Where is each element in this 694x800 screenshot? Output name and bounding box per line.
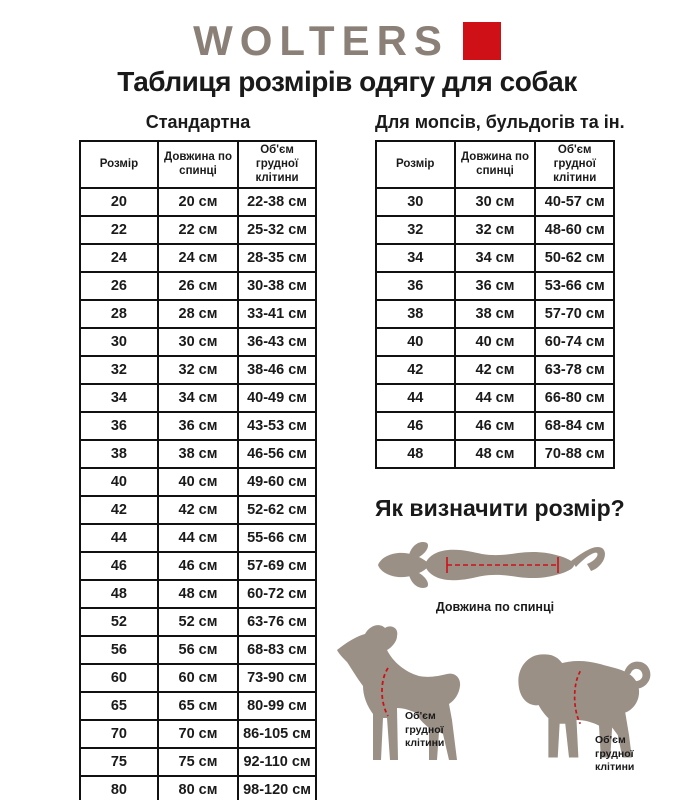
table-row <box>80 356 316 384</box>
cell: 98-120 см <box>238 776 316 800</box>
brand-logo-text: WOLTERS <box>193 17 449 64</box>
cell: 46 см <box>455 412 536 440</box>
cell: 30 см <box>158 328 238 356</box>
chest-label-standing-dog: Об'єм грудної клітини <box>405 710 445 749</box>
cell: 36 см <box>158 412 238 440</box>
table-row <box>80 664 316 692</box>
cell: 30 <box>80 328 158 356</box>
cell: 44 <box>80 524 158 552</box>
cell: 56 см <box>158 636 238 664</box>
cell: 68-84 см <box>535 412 614 440</box>
cell: 70-88 см <box>535 440 614 468</box>
header-row <box>80 141 316 188</box>
cell: 22-38 см <box>238 188 316 216</box>
cell: 24 <box>80 244 158 272</box>
cell: 44 <box>376 384 455 412</box>
cell: 24 см <box>158 244 238 272</box>
cell: 42 <box>376 356 455 384</box>
how-to-measure-title: Як визначити розмір? <box>375 495 625 522</box>
cell: 70 <box>80 720 158 748</box>
cell: 52 <box>80 608 158 636</box>
cell: 55-66 см <box>238 524 316 552</box>
table-row <box>80 412 316 440</box>
cell: 40 <box>376 328 455 356</box>
cell: 26 см <box>158 272 238 300</box>
brand-logo <box>0 0 694 64</box>
page-title: Таблиця розмірів одягу для собак <box>117 66 577 97</box>
cell: 46 <box>80 552 158 580</box>
cell: 32 см <box>455 216 536 244</box>
table-row <box>80 748 316 776</box>
standard-size-table <box>79 140 317 800</box>
cell: 28 <box>80 300 158 328</box>
table-row <box>80 216 316 244</box>
cell: 44 см <box>455 384 536 412</box>
cell: 32 см <box>158 356 238 384</box>
standing-dog-icon <box>327 622 477 772</box>
cell: 36 <box>376 272 455 300</box>
cell: 48 <box>80 580 158 608</box>
cell: 20 см <box>158 188 238 216</box>
cell: 46-56 см <box>238 440 316 468</box>
table-row <box>80 496 316 524</box>
cell: 38 см <box>158 440 238 468</box>
cell: 42 см <box>455 356 536 384</box>
cell: 34 см <box>158 384 238 412</box>
standard-table-title: Стандартна <box>145 112 251 132</box>
cell: 70 см <box>158 720 238 748</box>
table-row <box>80 328 316 356</box>
cell: 56 <box>80 636 158 664</box>
cell: 40-49 см <box>238 384 316 412</box>
column-header: Об'єм грудної клітини <box>238 141 316 188</box>
cell: 65 см <box>158 692 238 720</box>
table-row <box>376 272 614 300</box>
table-row <box>80 608 316 636</box>
cell: 48 <box>376 440 455 468</box>
column-header: Довжина по спинці <box>455 141 536 188</box>
cell: 44 см <box>158 524 238 552</box>
table-row <box>80 636 316 664</box>
pugs-table-title: Для мопсів, бульдогів та ін. <box>375 112 625 132</box>
table-row <box>376 356 614 384</box>
table-row <box>80 244 316 272</box>
cell: 34 <box>80 384 158 412</box>
cell: 75 <box>80 748 158 776</box>
table-row <box>376 300 614 328</box>
table-row <box>376 440 614 468</box>
column-header: Об'єм грудної клітини <box>535 141 614 188</box>
cell: 60-72 см <box>238 580 316 608</box>
cell: 60 см <box>158 664 238 692</box>
cell: 38 см <box>455 300 536 328</box>
cell: 22 <box>80 216 158 244</box>
table-row <box>80 188 316 216</box>
table-row <box>376 216 614 244</box>
cell: 32 <box>80 356 158 384</box>
dog-top-view-figure <box>375 534 615 598</box>
cell: 40 <box>80 468 158 496</box>
column-header: Розмір <box>376 141 455 188</box>
cell: 40-57 см <box>535 188 614 216</box>
table-row <box>80 524 316 552</box>
cell: 30 <box>376 188 455 216</box>
cell: 57-70 см <box>535 300 614 328</box>
brand-logo-square-icon <box>463 22 501 60</box>
cell: 40 см <box>455 328 536 356</box>
table-row <box>376 384 614 412</box>
cell: 36 <box>80 412 158 440</box>
cell: 28-35 см <box>238 244 316 272</box>
cell: 34 <box>376 244 455 272</box>
cell: 53-66 см <box>535 272 614 300</box>
cell: 32 <box>376 216 455 244</box>
table-row <box>80 580 316 608</box>
cell: 42 <box>80 496 158 524</box>
back-length-label: Довжина по спинці <box>435 600 555 615</box>
chest-label-bulldog: Об'єм грудної клітини <box>595 734 635 773</box>
dog-side-views <box>327 622 657 782</box>
tables-area <box>0 112 694 800</box>
cell: 68-83 см <box>238 636 316 664</box>
cell: 60-74 см <box>535 328 614 356</box>
table-row <box>80 300 316 328</box>
cell: 52-62 см <box>238 496 316 524</box>
cell: 25-32 см <box>238 216 316 244</box>
cell: 48-60 см <box>535 216 614 244</box>
standard-table-column <box>79 112 317 800</box>
cell: 60 <box>80 664 158 692</box>
table-row <box>376 244 614 272</box>
column-header: Довжина по спинці <box>158 141 238 188</box>
table-row <box>80 720 316 748</box>
cell: 75 см <box>158 748 238 776</box>
cell: 63-76 см <box>238 608 316 636</box>
cell: 34 см <box>455 244 536 272</box>
cell: 28 см <box>158 300 238 328</box>
cell: 46 <box>376 412 455 440</box>
cell: 36 см <box>455 272 536 300</box>
cell: 48 см <box>455 440 536 468</box>
cell: 30-38 см <box>238 272 316 300</box>
cell: 48 см <box>158 580 238 608</box>
column-header: Розмір <box>80 141 158 188</box>
cell: 26 <box>80 272 158 300</box>
table-row <box>80 692 316 720</box>
cell: 50-62 см <box>535 244 614 272</box>
cell: 80 см <box>158 776 238 800</box>
table-row <box>376 412 614 440</box>
cell: 46 см <box>158 552 238 580</box>
dog-top-view-icon <box>375 534 615 598</box>
cell: 38-46 см <box>238 356 316 384</box>
pugs-size-table <box>375 140 615 469</box>
table-row <box>80 776 316 800</box>
cell: 42 см <box>158 496 238 524</box>
cell: 57-69 см <box>238 552 316 580</box>
cell: 92-110 см <box>238 748 316 776</box>
cell: 49-60 см <box>238 468 316 496</box>
cell: 40 см <box>158 468 238 496</box>
table-row <box>80 440 316 468</box>
cell: 20 <box>80 188 158 216</box>
cell: 73-90 см <box>238 664 316 692</box>
table-row <box>376 328 614 356</box>
cell: 65 <box>80 692 158 720</box>
cell: 36-43 см <box>238 328 316 356</box>
cell: 33-41 см <box>238 300 316 328</box>
cell: 63-78 см <box>535 356 614 384</box>
cell: 22 см <box>158 216 238 244</box>
table-row <box>80 552 316 580</box>
cell: 86-105 см <box>238 720 316 748</box>
pugs-table-column <box>375 112 635 800</box>
header-row <box>376 141 614 188</box>
cell: 52 см <box>158 608 238 636</box>
cell: 80-99 см <box>238 692 316 720</box>
cell: 80 <box>80 776 158 800</box>
cell: 38 <box>80 440 158 468</box>
cell: 38 <box>376 300 455 328</box>
table-row <box>80 384 316 412</box>
how-to-measure-section <box>375 495 635 782</box>
table-row <box>80 468 316 496</box>
cell: 30 см <box>455 188 536 216</box>
cell: 66-80 см <box>535 384 614 412</box>
cell: 43-53 см <box>238 412 316 440</box>
table-row <box>376 188 614 216</box>
table-row <box>80 272 316 300</box>
